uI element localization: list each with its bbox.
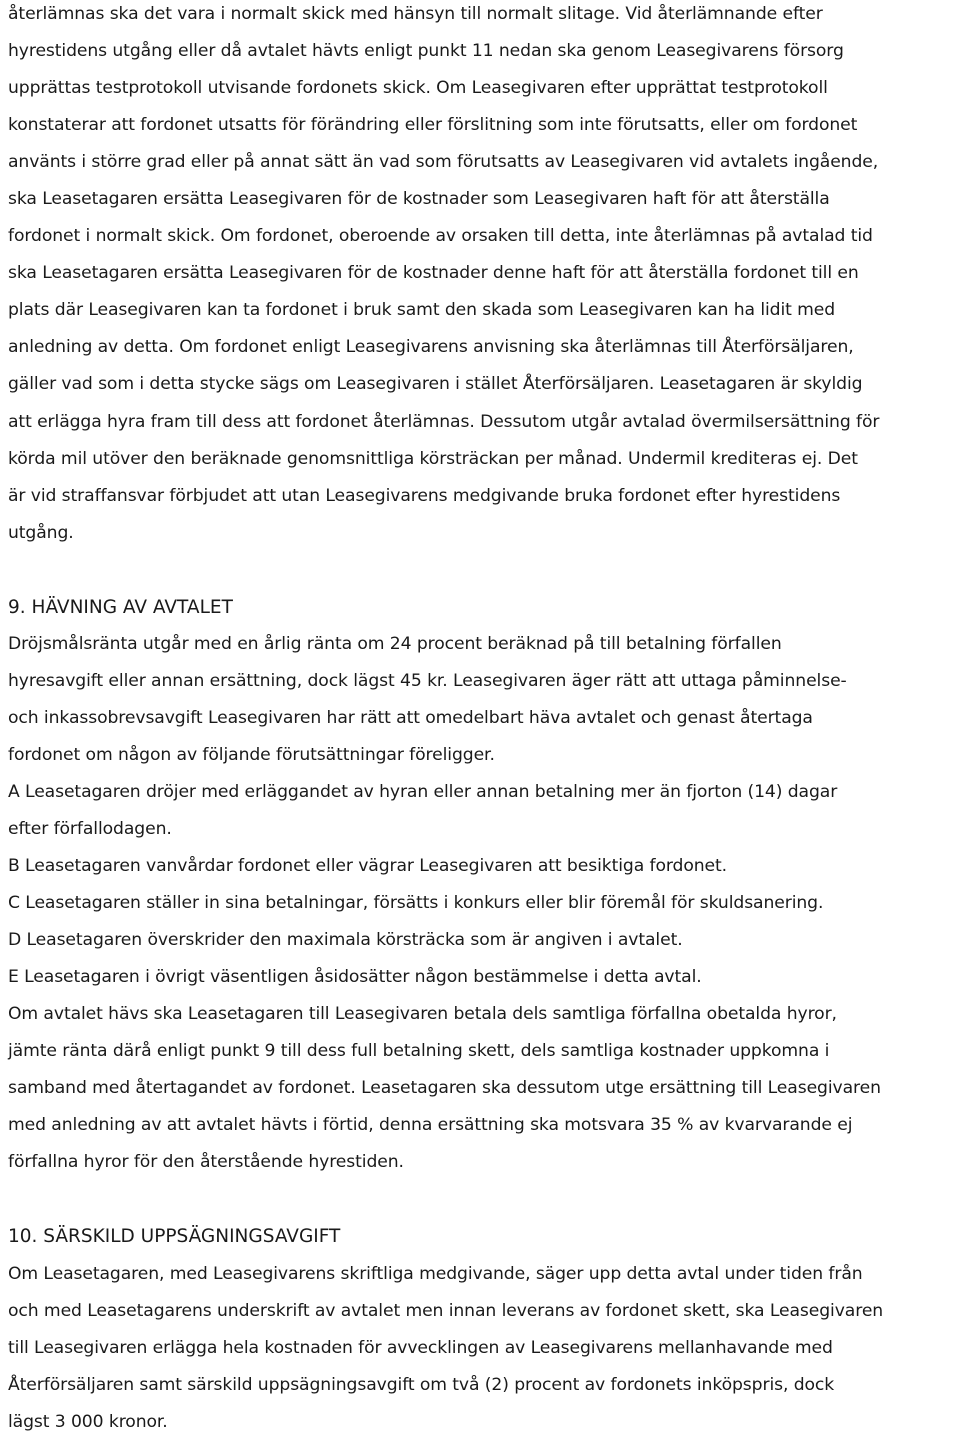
text-line: A Leasetagaren dröjer med erläggandet av hyran eller annan betalning mer än fjorton (14) dagar	[8, 781, 838, 802]
text-line: utgång.	[8, 522, 74, 543]
text-line: är vid straffansvar förbjudet att utan Leasegivarens medgivande bruka fordonet efter hyrestidens	[8, 485, 841, 506]
text-line: konstaterar att fordonet utsatts för förändring eller förslitning som inte förutsatts, eller om fordonet	[8, 115, 858, 136]
text-line: Om Leasetagaren, med Leasegivarens skriftliga medgivande, säger upp detta avtal under tiden från	[8, 1263, 863, 1284]
text-line: hyresavgift eller annan ersättning, dock lägst 45 kr. Leasegivaren äger rätt att uttaga påminnelse-	[8, 670, 847, 691]
text-line: gäller vad som i detta stycke sägs om Leasegivaren i stället Återförsäljaren. Leasetagaren är skyldig	[8, 374, 863, 395]
section-spacer	[8, 1181, 956, 1218]
text-line: till Leasegivaren erlägga hela kostnaden för avvecklingen av Leasegivarens mellanhavande med	[8, 1337, 833, 1358]
section-heading: 10. SÄRSKILD UPPSÄGNINGSAVGIFT	[8, 1226, 341, 1248]
document-page	[8, 0, 956, 1441]
text-line: fordonet i normalt skick. Om fordonet, oberoende av orsaken till detta, inte återlämnas på avtalad tid	[8, 226, 873, 247]
text-line: samband med återtagandet av fordonet. Leasetagaren ska dessutom utge ersättning till Leasegivaren	[8, 1078, 881, 1099]
text-line: Dröjsmålsränta utgår med en årlig ränta om 24 procent beräknad på till betalning förfallen	[8, 633, 782, 654]
text-line: och inkassobrevsavgift Leasegivaren har rätt att omedelbart häva avtalet och genast återtaga	[8, 707, 813, 728]
text-line: använts i större grad eller på annat sätt än vad som förutsatts av Leasegivaren vid avtalets ingående,	[8, 152, 879, 173]
section-9	[8, 589, 956, 1182]
text-line: jämte ränta därå enligt punkt 9 till dess full betalning skett, dels samtliga kostnader uppkomna i	[8, 1041, 830, 1062]
text-line: hyrestidens utgång eller då avtalet hävts enligt punkt 11 nedan ska genom Leasegivarens försorg	[8, 41, 844, 62]
text-line: fordonet om någon av följande förutsättningar föreligger.	[8, 744, 495, 765]
text-line: B Leasetagaren vanvårdar fordonet eller vägrar Leasegivaren att besiktiga fordonet.	[8, 856, 728, 877]
text-line: Återförsäljaren samt särskild uppsägningsavgift om två (2) procent av fordonets inköpspris, dock	[8, 1374, 835, 1395]
text-line: med anledning av att avtalet hävts i förtid, denna ersättning ska motsvara 35 % av kvarvarande ej	[8, 1115, 853, 1136]
text-line: körda mil utöver den beräknade genomsnittliga körsträckan per månad. Undermil krediteras ej. Det	[8, 448, 858, 469]
text-line: lägst 3 000 kronor.	[8, 1411, 168, 1432]
text-line: och med Leasetagarens underskrift av avtalet men innan leverans av fordonet skett, ska Leasegivaren	[8, 1300, 884, 1321]
text-line: att erlägga hyra fram till dess att fordonet återlämnas. Dessutom utgår avtalad övermilsersättning för	[8, 411, 880, 432]
text-line: upprättas testprotokoll utvisande fordonets skick. Om Leasegivaren efter upprättat testprotokoll	[8, 78, 828, 99]
section-10	[8, 1218, 956, 1440]
text-line: D Leasetagaren överskrider den maximala körsträcka som är angiven i avtalet.	[8, 930, 683, 951]
text-line: förfallna hyror för den återstående hyrestiden.	[8, 1152, 404, 1173]
text-line: ska Leasetagaren ersätta Leasegivaren för de kostnader denne haft för att återställa fordonet till en	[8, 263, 859, 284]
text-line: E Leasetagaren i övrigt väsentligen åsidosätter någon bestämmelse i detta avtal.	[8, 967, 702, 988]
section-continued-text	[8, 0, 956, 552]
section-heading: 9. HÄVNING AV AVTALET	[8, 596, 233, 618]
text-line: återlämnas ska det vara i normalt skick med hänsyn till normalt slitage. Vid återlämnande efter	[8, 4, 823, 24]
text-line: efter förfallodagen.	[8, 818, 172, 839]
text-line: plats där Leasegivaren kan ta fordonet i bruk samt den skada som Leasegivaren kan ha lidit med	[8, 300, 836, 321]
section-spacer	[8, 552, 956, 589]
text-line: C Leasetagaren ställer in sina betalningar, försätts i konkurs eller blir föremål för skuldsanering.	[8, 893, 824, 914]
text-line: anledning av detta. Om fordonet enligt Leasegivarens anvisning ska återlämnas till Återförsäljaren,	[8, 337, 854, 358]
text-line: Om avtalet hävs ska Leasetagaren till Leasegivaren betala dels samtliga förfallna obetalda hyror,	[8, 1004, 837, 1025]
text-line: ska Leasetagaren ersätta Leasegivaren för de kostnader som Leasegivaren haft för att återställa	[8, 189, 830, 210]
